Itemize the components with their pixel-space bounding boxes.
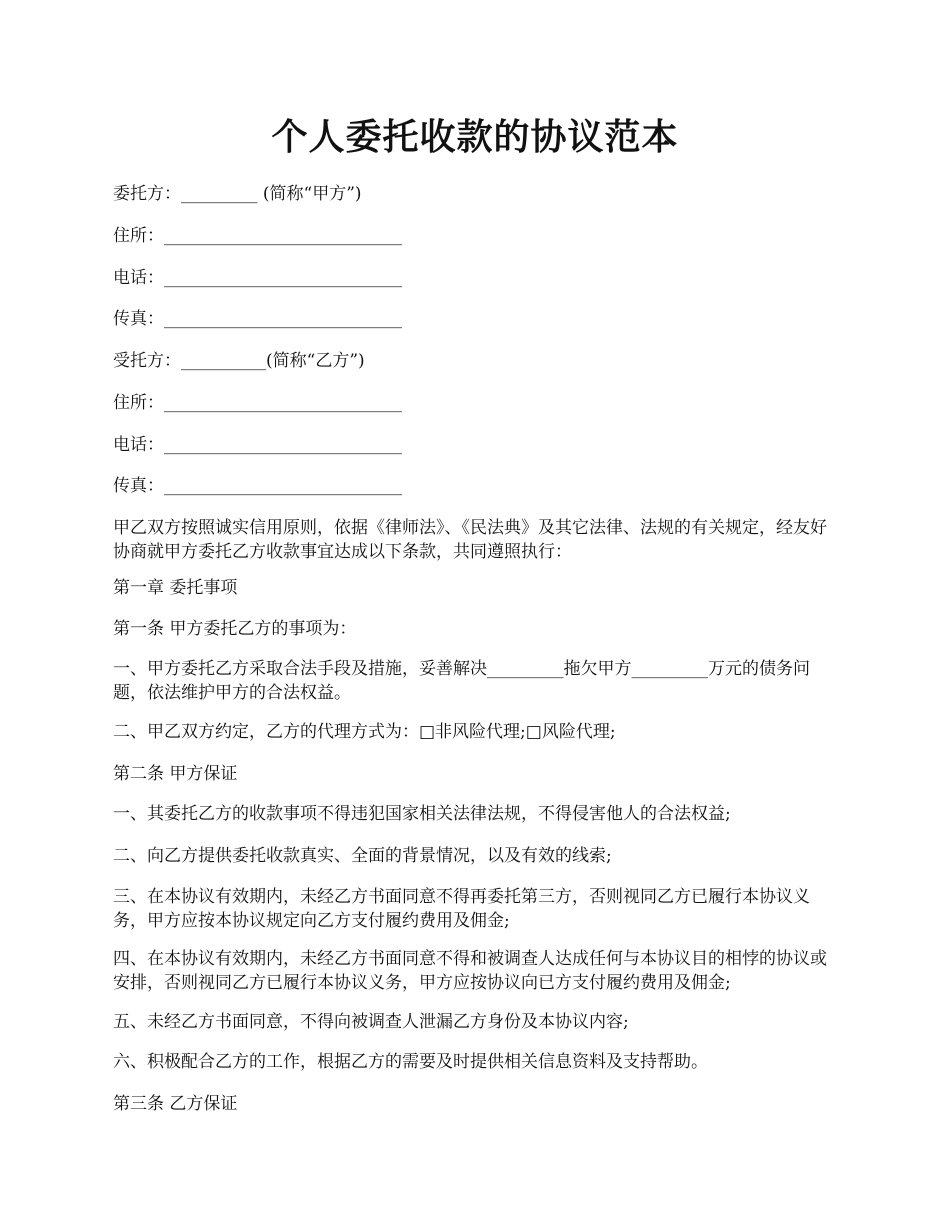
principal-fax-line: 传真：____________________________ <box>113 309 402 329</box>
principal-address-line: 住所：____________________________ <box>113 226 402 246</box>
article-heading: 第二条 甲方保证 <box>113 764 238 784</box>
article-heading: 第三条 乙方保证 <box>113 1094 238 1114</box>
clause-paragraph: 六、积极配合乙方的工作，根据乙方的需要及时提供相关信息资料及支持帮助。 <box>113 1052 708 1072</box>
agency-mode-line: 二、甲乙双方约定，乙方的代理方式为：□非风险代理;□风险代理; <box>113 722 616 742</box>
clause-paragraph: 二、向乙方提供委托收款真实、全面的背景情况，以及有效的线索; <box>113 846 612 866</box>
clause-paragraph: 五、未经乙方书面同意，不得向被调查人泄漏乙方身份及本协议内容; <box>113 1012 629 1032</box>
clause-paragraph: 四、在本协议有效期内，未经乙方书面同意不得和被调查人达成任何与本协议目的相悖的协议或安排，否则视同乙方已履行本协议义务，甲方应按协议向已方支付履约费用及佣金; <box>113 949 827 993</box>
clause-paragraph: 三、在本协议有效期内，未经乙方书面同意不得再委托第三方，否则视同乙方已履行本协议义务，甲方应按本协议规定向乙方支付履约费用及佣金; <box>113 887 810 931</box>
preamble-paragraph: 甲乙双方按照诚实信用原则，依据《律师法》、《民法典》及其它法律、法规的有关规定，经友好协商就甲方委托乙方收款事宜达成以下条款，共同遵照执行： <box>113 518 827 562</box>
chapter-heading: 第一章 委托事项 <box>113 578 238 598</box>
article-heading: 第一条 甲方委托乙方的事项为： <box>113 619 357 639</box>
principal-line: 委托方：_________ (简称“甲方”) <box>113 184 362 204</box>
clause-paragraph: 一、其委托乙方的收款事项不得违犯国家相关法律法规，不得侵害他人的合法权益; <box>113 804 731 824</box>
agent-phone-line: 电话：____________________________ <box>113 435 402 455</box>
agent-address-line: 住所：____________________________ <box>113 393 402 413</box>
agent-fax-line: 传真：____________________________ <box>113 476 402 496</box>
agent-line: 受托方：__________(简称“乙方”) <box>113 351 365 371</box>
document-title: 个人委托收款的协议范本 <box>271 116 679 158</box>
clause-paragraph: 一、甲方委托乙方采取合法手段及措施，妥善解决_________拖欠甲方_________万元的债务问题，依法维护甲方的合法权益。 <box>113 659 810 703</box>
principal-phone-line: 电话：____________________________ <box>113 268 402 288</box>
